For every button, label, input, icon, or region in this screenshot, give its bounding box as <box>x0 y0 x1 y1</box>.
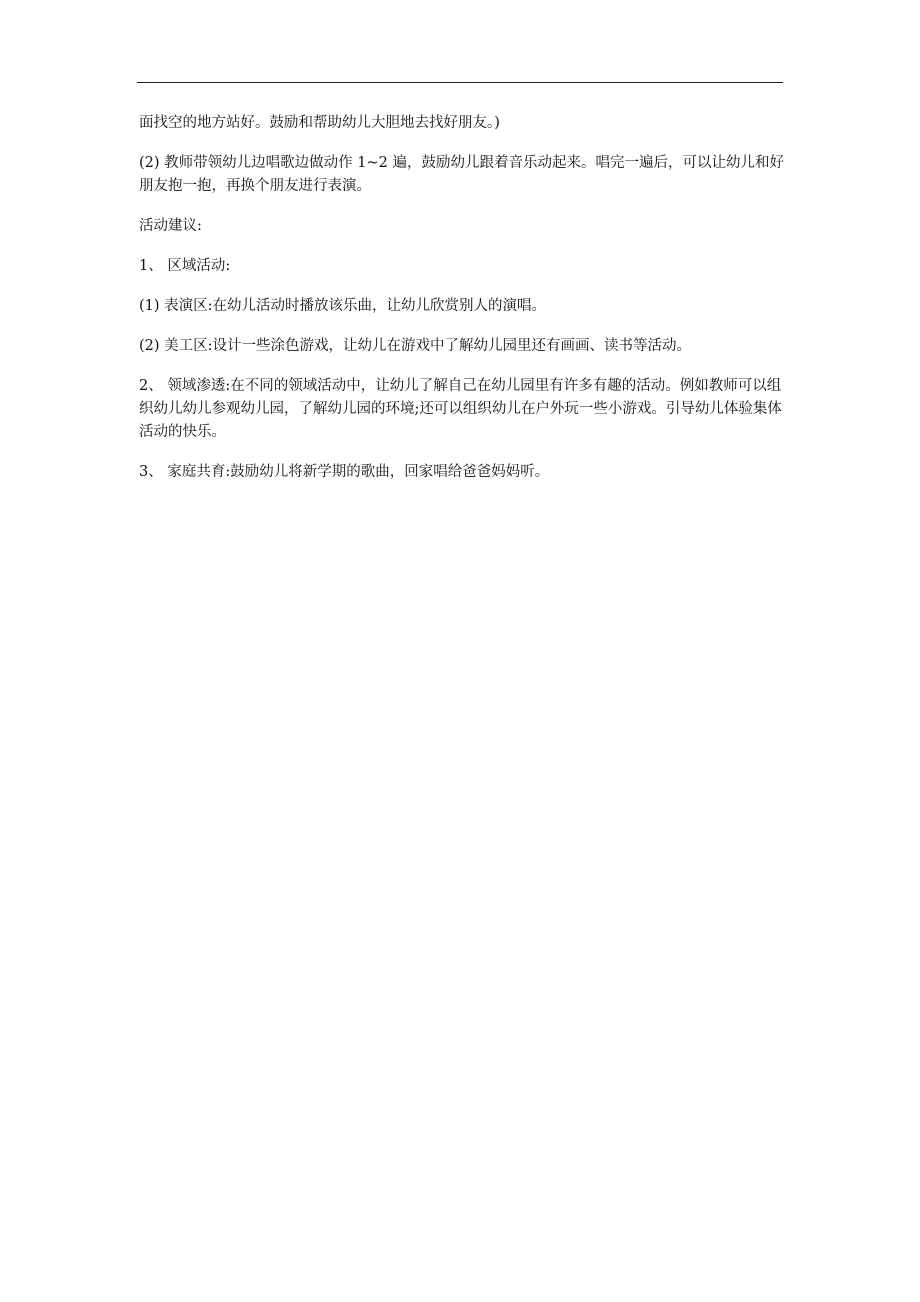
list-item-regional-activities: 1、 区域活动: <box>139 258 231 274</box>
sub-item-performance-area: (1) 表演区:在幼儿活动时播放该乐曲，让幼儿欣赏别人的演唱。 <box>139 298 547 314</box>
sub-item-art-area: (2) 美工区:设计一些涂色游戏，让幼儿在游戏中了解幼儿园里还有画画、读书等活动。 <box>139 338 692 354</box>
list-item-domain-integration: 2、 领域渗透:在不同的领域活动中，让幼儿了解自己在幼儿园里有许多有趣的活动。例如教师可以组织幼儿幼儿参观幼儿园，了解幼儿园的环境;还可以组织幼儿在户外玩一些小游戏。引导幼儿体验集体活动的快乐。 <box>139 378 782 440</box>
paragraph-step-2: (2) 教师带领幼儿边唱歌边做动作 1~2 遍，鼓励幼儿跟着音乐动起来。唱完一遍后，可以让幼儿和好朋友抱一抱，再换个朋友进行表演。 <box>139 155 784 194</box>
document-body <box>139 112 785 501</box>
header-rule <box>137 82 783 83</box>
list-item-home-education: 3、 家庭共育:鼓励幼儿将新学期的歌曲，回家唱给爸爸妈妈听。 <box>139 464 550 480</box>
section-heading-activity-suggestions: 活动建议: <box>139 218 202 234</box>
paragraph-continuation: 面找空的地方站好。鼓励和帮助幼儿大胆地去找好朋友。) <box>139 115 500 131</box>
